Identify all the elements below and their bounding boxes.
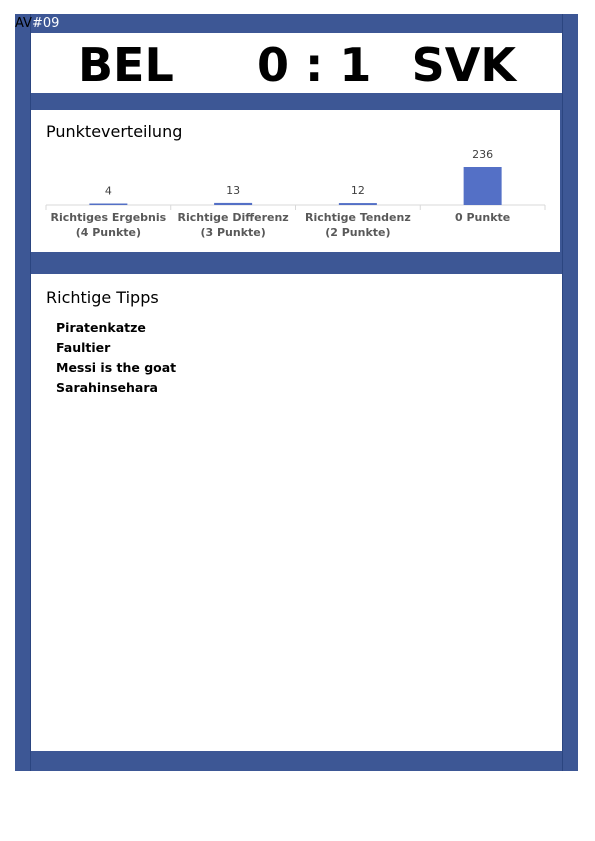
category-label: (3 Punkte): [200, 226, 266, 239]
data-label: 236: [472, 148, 494, 161]
points-chart: [31, 110, 560, 252]
category-label: 0 Punkte: [455, 211, 511, 224]
match-tag-prefix: AV: [15, 16, 32, 31]
category-label: Richtiges Ergebnis: [50, 211, 167, 224]
frame-divider-right: [562, 14, 563, 771]
category-label: (2 Punkte): [325, 226, 391, 239]
match-tag-number: #09: [31, 16, 60, 31]
list-item: Faultier: [56, 340, 111, 355]
correct-tips-panel: [31, 274, 562, 751]
away-team: SVK: [411, 38, 516, 92]
chart-bar: [89, 204, 127, 206]
match-tag: [15, 15, 59, 33]
list-item: Sarahinsehara: [56, 380, 158, 395]
scoreboard: [31, 33, 562, 93]
chart-bar: [464, 167, 502, 205]
data-label: 4: [104, 184, 112, 198]
points-distribution-panel: [31, 110, 560, 252]
chart-bar: [339, 203, 377, 205]
category-label: (4 Punkte): [75, 226, 142, 239]
chart-title: Punkteverteilung: [46, 122, 183, 141]
chart-bar: [214, 203, 252, 205]
data-label: 12: [350, 184, 365, 198]
match-score: 0 : 1: [257, 38, 372, 92]
category-label: Richtige Tendenz: [305, 211, 411, 224]
tips-title: Richtige Tipps: [46, 288, 159, 307]
home-team: BEL: [78, 38, 174, 92]
category-label: Richtige Differenz: [177, 211, 289, 224]
list-item: Messi is the goat: [56, 360, 177, 375]
tips-list: [56, 318, 176, 398]
data-label: 13: [226, 183, 241, 197]
list-item: Piratenkatze: [56, 320, 146, 335]
